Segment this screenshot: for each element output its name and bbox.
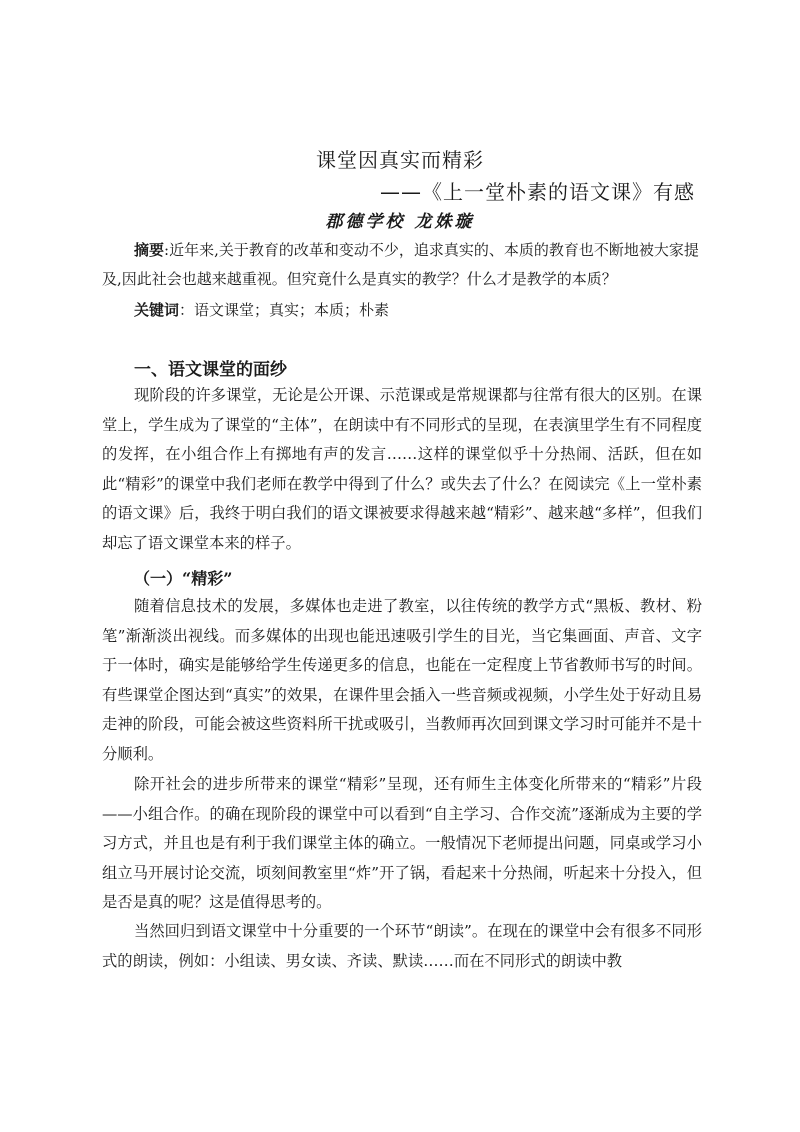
paragraph: 除开社会的进步所带来的课堂“精彩”呈现，还有师生主体变化所带来的“精彩”片段——小组合作。的确在现阶段的课堂中可以看到“自主学习、合作交流”逐渐成为主要的学习方式，并且也是有利于我们课堂主体的确立。一般情况下老师提出问题，同桌或学习小组立马开展讨论交流，顷刻间教室里“炸”开了锅，看起来十分热闹，听起来十分投入，但是否是真的呢？这是值得思考的。 bbox=[102, 775, 702, 911]
paragraph: 当然回归到语文课堂中十分重要的一个环节“朗读”。在现在的课堂中会有很多不同形式的朗读，例如：小组读、男女读、齐读、默读……而在不同形式的朗读中教 bbox=[102, 922, 702, 970]
section-heading: 一、语文课堂的面纱 bbox=[134, 360, 287, 380]
abstract-text: :近年来,关于教育的改革和变动不少，追求真实的、本质的教育也不断地被大家提及,因此社会也越来越重视。但究竟什么是真实的教学？什么才是教学的本质？ bbox=[102, 241, 699, 288]
page-subtitle: ——《上一堂朴素的语文课》有感 bbox=[380, 180, 695, 204]
subsection-heading: （一）“精彩” bbox=[134, 569, 233, 588]
keywords bbox=[134, 296, 389, 325]
keywords-text: ：语文课堂；真实；本质；朴素 bbox=[179, 301, 390, 319]
author-line: 郡德学校 龙姝璇 bbox=[325, 212, 475, 232]
abstract-label: 摘要 bbox=[134, 241, 165, 259]
page-title: 课堂因真实而精彩 bbox=[316, 148, 484, 172]
keywords-label: 关键词 bbox=[134, 301, 180, 319]
paragraph: 随着信息技术的发展，多媒体也走进了教室，以往传统的教学方式“黑板、教材、粉笔”渐渐淡出视线。而多媒体的出现也能迅速吸引学生的目光，当它集画面、声音、文字于一体时，确实是能够给学生传递更多的信息，也能在一定程度上节省教师书写的时间。有些课堂企图达到“真实”的效果，在课件里会插入一些音频或视频，小学生处于好动且易走神的阶段，可能会被这些资料所干扰或吸引，当教师再次回到课文学习时可能并不是十分顺利。 bbox=[102, 597, 702, 763]
paragraph: 现阶段的许多课堂，无论是公开课、示范课或是常规课都与往常有很大的区别。在课堂上，学生成为了课堂的“主体”，在朗读中有不同形式的呈现，在表演里学生有不同程度的发挥，在小组合作上有掷地有声的发言……这样的课堂似乎十分热闹、活跃，但在如此“精彩”的课堂中我们老师在教学中得到了什么？或失去了什么？在阅读完《上一堂朴素的语文课》后，我终于明白我们的语文课被要求得越来越“精彩”、越来越“多样”，但我们却忘了语文课堂本来的样子。 bbox=[102, 386, 702, 552]
abstract bbox=[102, 236, 702, 294]
